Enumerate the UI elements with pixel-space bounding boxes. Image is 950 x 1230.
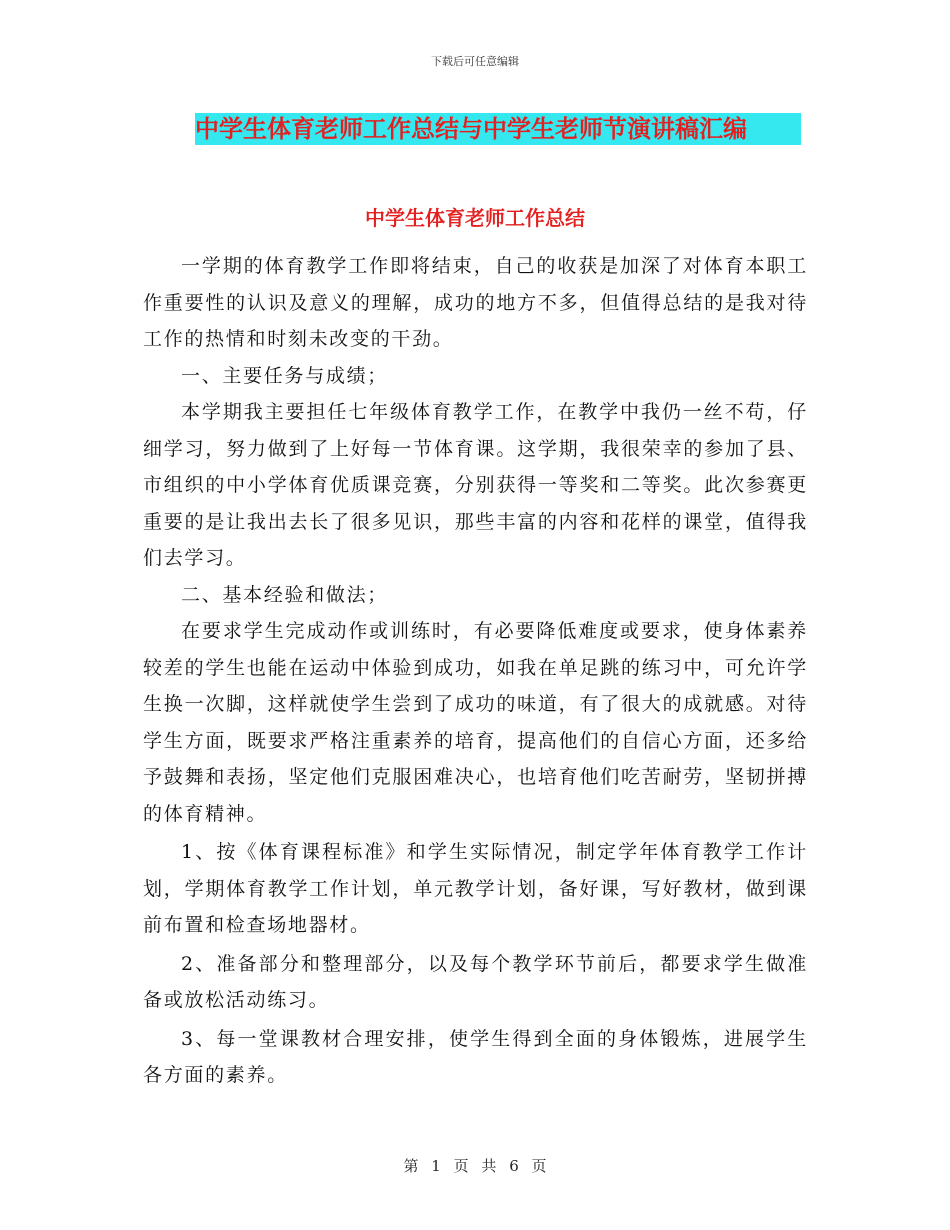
footer-suffix: 页 <box>531 1157 547 1175</box>
paragraph-experience: 在要求学生完成动作或训练时，有必要降低难度或要求，使身体素养较差的学生也能在运动中体验到成功，如我在单足跳的练习中，可允许学生换一次脚，这样就使学生尝到了成功的味道，有了很大的成就感。对待学生方面，既要求严格注重素养的培育，提高他们的自信心方面，还多给予鼓舞和表扬，坚定他们克服困难决心，也培育他们吃苦耐劳，坚韧拼搏的体育精神。 <box>143 620 808 825</box>
heading-experience: 二、基本经验和做法； <box>181 583 389 606</box>
paragraph-item-2: 2、准备部分和整理部分，以及每个教学环节前后，都要求学生做准备或放松活动练习。 <box>143 952 808 1011</box>
page-footer <box>0 1155 950 1176</box>
footer-total-label: 共 <box>481 1157 497 1175</box>
document-title: 中学生体育老师工作总结与中学生老师节演讲稿汇编 <box>195 113 801 145</box>
paragraph-intro: 一学期的体育教学工作即将结束，自己的收获是加深了对体育本职工作重要性的认识及意义的理解，成功的地方不多，但值得总结的是我对待工作的热情和时刻未改变的干劲。 <box>143 255 808 350</box>
section-title: 中学生体育老师工作总结 <box>365 206 585 230</box>
total-pages-number: 6 <box>509 1157 519 1175</box>
current-page-number: 1 <box>431 1157 441 1175</box>
footer-page-label: 页 <box>453 1157 469 1175</box>
document-body <box>143 248 808 1094</box>
footer-prefix: 第 <box>403 1157 419 1175</box>
paragraph-item-3: 3、每一堂课教材合理安排，使学生得到全面的身体锻炼，进展学生各方面的素养。 <box>143 1027 808 1086</box>
paragraph-main-tasks: 本学期我主要担任七年级体育教学工作，在教学中我仍一丝不苟，仔细学习，努力做到了上好每一节体育课。这学期，我很荣幸的参加了县、市组织的中小学体育优质课竞赛，分别获得一等奖和二等奖。此次参赛更重要的是让我出去长了很多见识，那些丰富的内容和花样的课堂，值得我们去学习。 <box>143 401 808 569</box>
header-note: 下载后可任意编辑 <box>431 55 519 68</box>
heading-main-tasks: 一、主要任务与成绩； <box>181 364 389 387</box>
paragraph-item-1: 1、按《体育课程标准》和学生实际情况，制定学年体育教学工作计划，学期体育教学工作计划，单元教学计划，备好课，写好教材，做到课前布置和检查场地器材。 <box>143 841 808 936</box>
